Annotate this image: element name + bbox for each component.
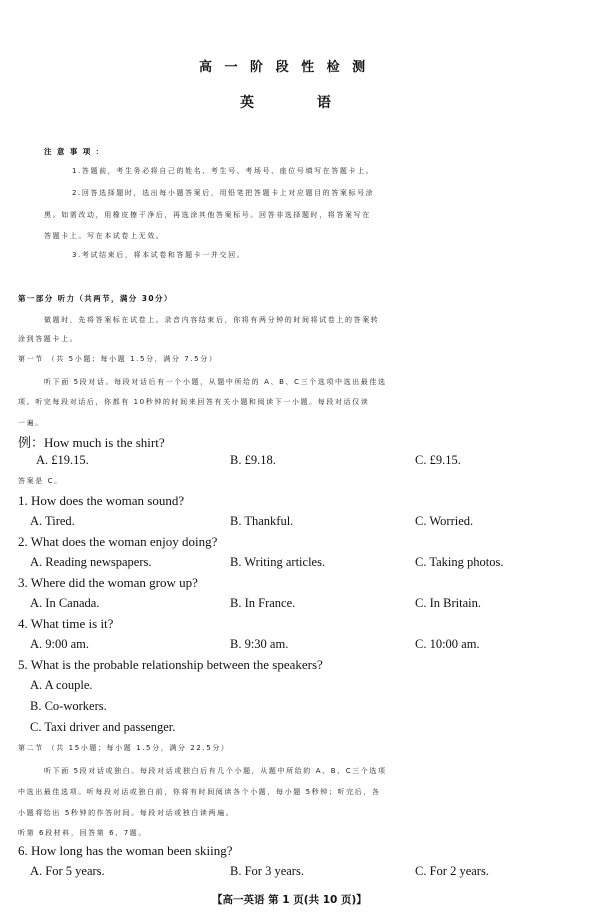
question-2: 2. What does the woman enjoy doing? (18, 534, 218, 549)
section1-heading: 第一节 （共 5小题；每小题 1.5分，满分 7.5分） (18, 355, 218, 363)
exam-title: 高 一 阶 段 性 检 测 (199, 60, 370, 75)
question-2-option-a: A. Reading newspapers. (30, 555, 152, 569)
question-3-option-a: A. In Canada. (30, 596, 100, 610)
question-5: 5. What is the probable relationship between the speakers? (18, 657, 323, 672)
example-option-a: A. £19.15. (36, 453, 89, 467)
question-5-option-a: A. A couple. (30, 678, 93, 692)
note-2-line3: 答题卡上。写在本试卷上无效。 (44, 232, 165, 240)
section2-directions-line2: 中选出最佳选项。听每段对话或独白前，你将有时间阅读各个小题，每小题 5秒钟；听完后，各 (18, 788, 381, 796)
part1-intro-line1: 做题时，先将答案标在试卷上。录音内容结束后，你将有两分钟的时间将试卷上的答案转 (44, 316, 380, 324)
section2-directions-line3: 小题将给出 5秒钟的作答时间。每段对话或独白读两遍。 (18, 809, 235, 817)
example-option-b: B. £9.18. (230, 453, 276, 467)
section2-directions-line4: 听第 6段材料，回答第 6、7题。 (18, 829, 148, 837)
question-3-option-b: B. In France. (230, 596, 296, 610)
question-4-option-b: B. 9:30 am. (230, 637, 289, 651)
question-4-option-c: C. 10:00 am. (415, 637, 480, 651)
question-1: 1. How does the woman sound? (18, 493, 185, 508)
note-3: 3.考试结束后，将本试卷和答题卡一并交回。 (72, 251, 246, 259)
section2-heading: 第二节 （共 15小题；每小题 1.5分，满分 22.5分） (18, 744, 230, 752)
question-6: 6. How long has the woman been skiing? (18, 843, 233, 858)
section2-directions-line1: 听下面 5段对话或独白。每段对话或独白后有几个小题，从题中所给的 A、B、C三个选项 (44, 767, 387, 775)
question-2-option-c: C. Taking photos. (415, 555, 504, 569)
question-1-option-b: B. Thankful. (230, 514, 294, 528)
question-2-option-b: B. Writing articles. (230, 555, 326, 569)
example-question: 例：How much is the shirt? (18, 435, 165, 450)
page-footer: 【高一英语 第 1 页(共 10 页)】 (212, 894, 367, 906)
question-6-option-b: B. For 3 years. (230, 864, 304, 878)
section1-directions-line3: 一遍。 (18, 419, 44, 427)
part1-heading: 第一部分 听力（共两节，满分 30分） (18, 294, 173, 303)
question-6-option-c: C. For 2 years. (415, 864, 489, 878)
example-option-c: C. £9.15. (415, 453, 461, 467)
question-1-option-a: A. Tired. (30, 514, 75, 528)
note-2-line1: 2.回答选择题时，选出每小题答案后，用铅笔把答题卡上对应题目的答案标号涂 (72, 189, 375, 197)
section1-directions-line1: 听下面 5段对话。每段对话后有一个小题，从题中所给的 A、B、C三个选项中选出最佳选 (44, 378, 387, 386)
question-5-option-c: C. Taxi driver and passenger. (30, 720, 176, 734)
question-4: 4. What time is it? (18, 616, 114, 631)
question-5-option-b: B. Co-workers. (30, 699, 107, 713)
question-3: 3. Where did the woman grow up? (18, 575, 198, 590)
question-6-option-a: A. For 5 years. (30, 864, 105, 878)
section1-directions-line2: 项。听完每段对话后，你都有 10秒钟的时间来回答有关小题和阅读下一小题。每段对话仅读 (18, 398, 370, 406)
note-1: 1.答题前，考生务必将自己的姓名、考生号、考场号、座位号填写在答题卡上。 (72, 167, 375, 175)
note-2-line2: 黑。如需改动，用橡皮擦干净后，再选涂其他答案标号。回答非选择题时，将答案写在 (44, 211, 371, 219)
question-1-option-c: C. Worried. (415, 514, 474, 528)
question-3-option-c: C. In Britain. (415, 596, 481, 610)
part1-intro-line2: 涂到答题卡上。 (18, 335, 79, 343)
exam-subject: 英 语 (240, 95, 331, 111)
notes-heading: 注 意 事 项 ： (44, 147, 105, 156)
question-4-option-a: A. 9:00 am. (30, 637, 90, 651)
example-answer: 答案是 C。 (18, 477, 63, 485)
